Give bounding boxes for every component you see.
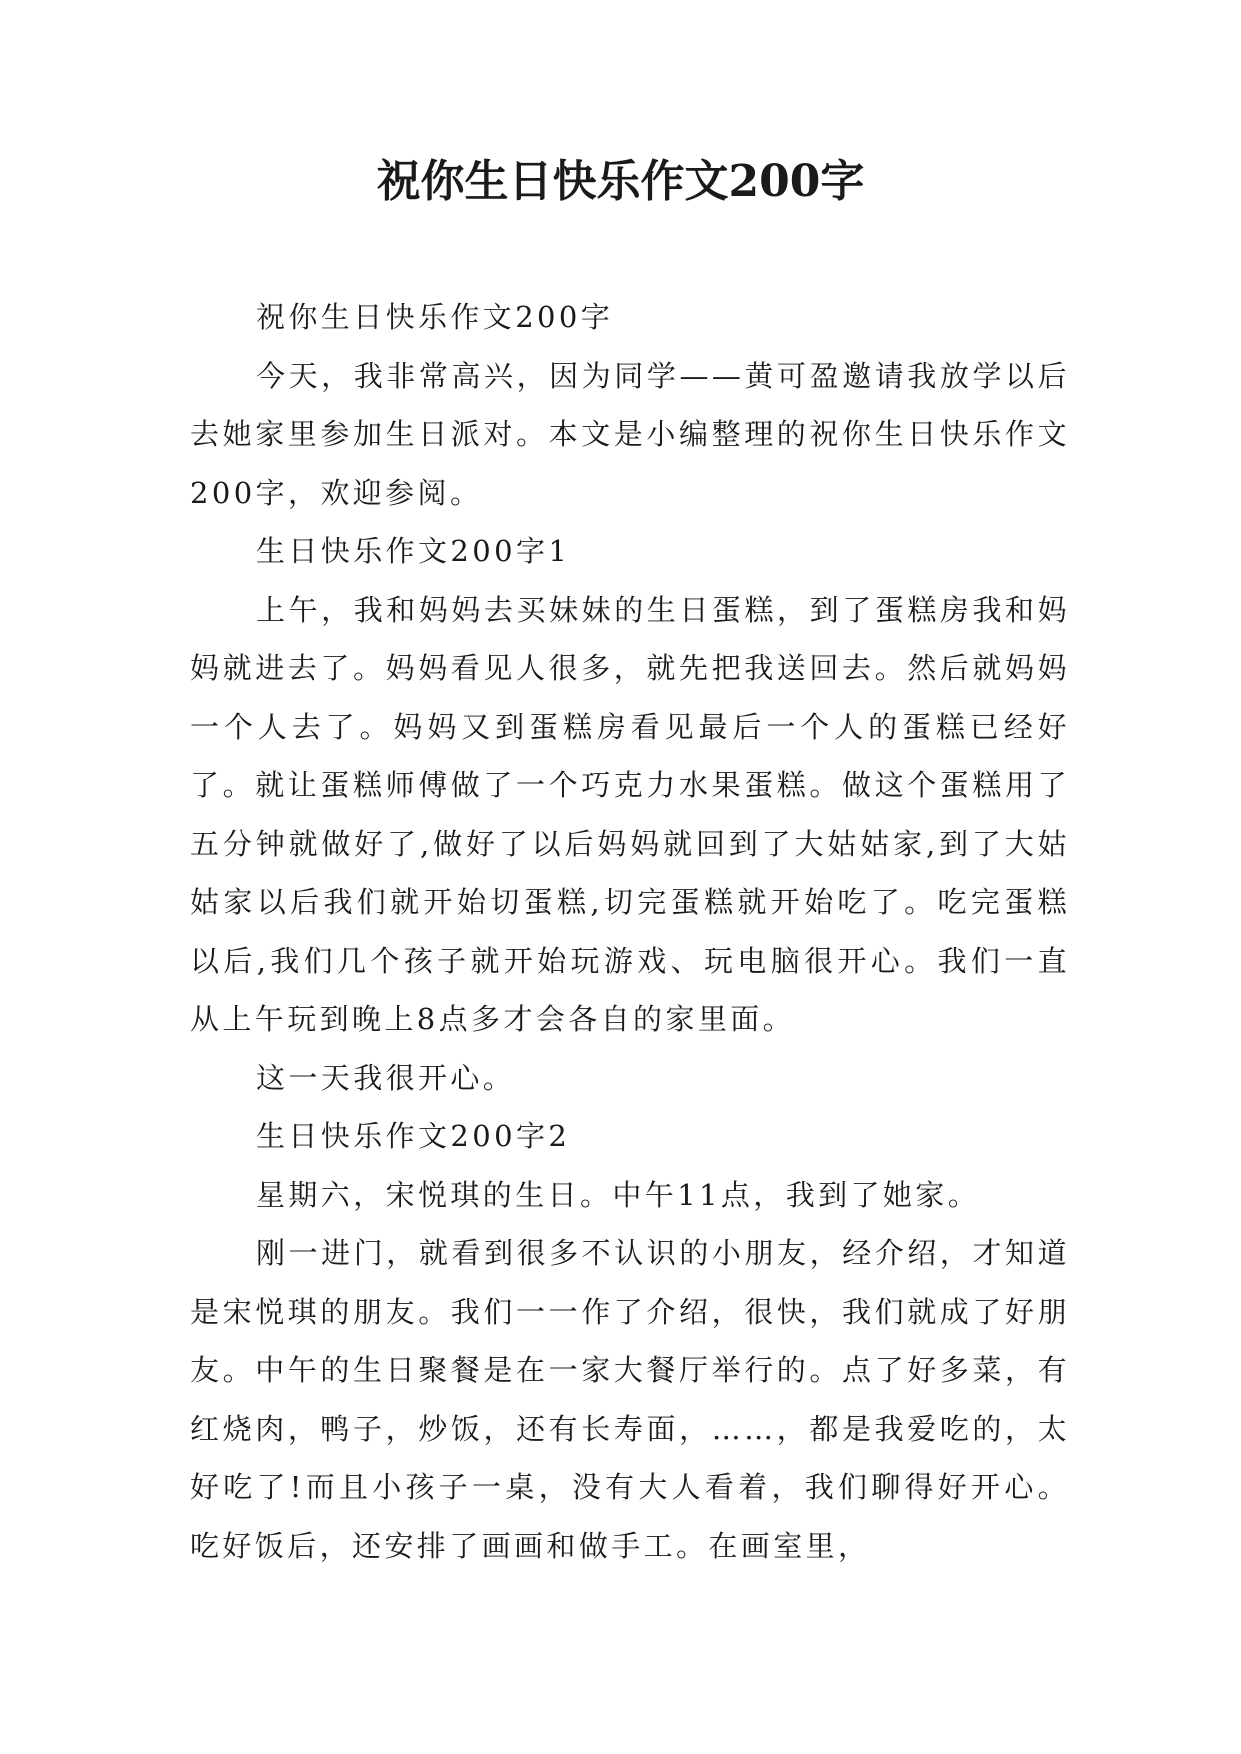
paragraph-essay-2-body: 刚一进门，就看到很多不认识的小朋友，经介绍，才知道是宋悦琪的朋友。我们一一作了介绍，很快，我们就成了好朋友。中午的生日聚餐是在一家大餐厅举行的。点了好多菜，有红烧肉，鸭子，炒饭，还有长寿面，……，都是我爱吃的，太好吃了!而且小孩子一桌，没有大人看着，我们聊得好开心。吃好饭后，还安排了画画和做手工。在画室里， [190,1236,1070,1563]
document-title: 祝你生日快乐作文200字 [376,156,865,207]
paragraph-essay-1-ending: 这一天我很开心。 [256,1060,516,1095]
section-heading-1: 生日快乐作文200字1 [256,534,571,568]
paragraph-essay-2-opening: 星期六，宋悦琪的生日。中午11点，我到了她家。 [256,1177,981,1212]
paragraph-essay-1: 上午，我和妈妈去买妹妹的生日蛋糕，到了蛋糕房我和妈妈就进去了。妈妈看见人很多，就先把我送回去。然后就妈妈一个人去了。妈妈又到蛋糕房看见最后一个人的蛋糕已经好了。就让蛋糕师傅做了一个巧克力水果蛋糕。做这个蛋糕用了五分钟就做好了,做好了以后妈妈就回到了大姑姑家,到了大姑姑家以后我们就开始切蛋糕,切完蛋糕就开始吃了。吃完蛋糕以后,我们几个孩子就开始玩游戏、玩电脑很开心。我们一直从上午玩到晚上8点多才会各自的家里面。 [190,592,1070,1036]
paragraph-subtitle: 祝你生日快乐作文200字 [256,300,614,334]
paragraph-intro: 今天，我非常高兴，因为同学——黄可盈邀请我放学以后去她家里参加生日派对。本文是小编整理的祝你生日快乐作文200字，欢迎参阅。 [190,358,1070,510]
document-body [190,288,1070,1575]
section-heading-2: 生日快乐作文200字2 [256,1119,571,1153]
